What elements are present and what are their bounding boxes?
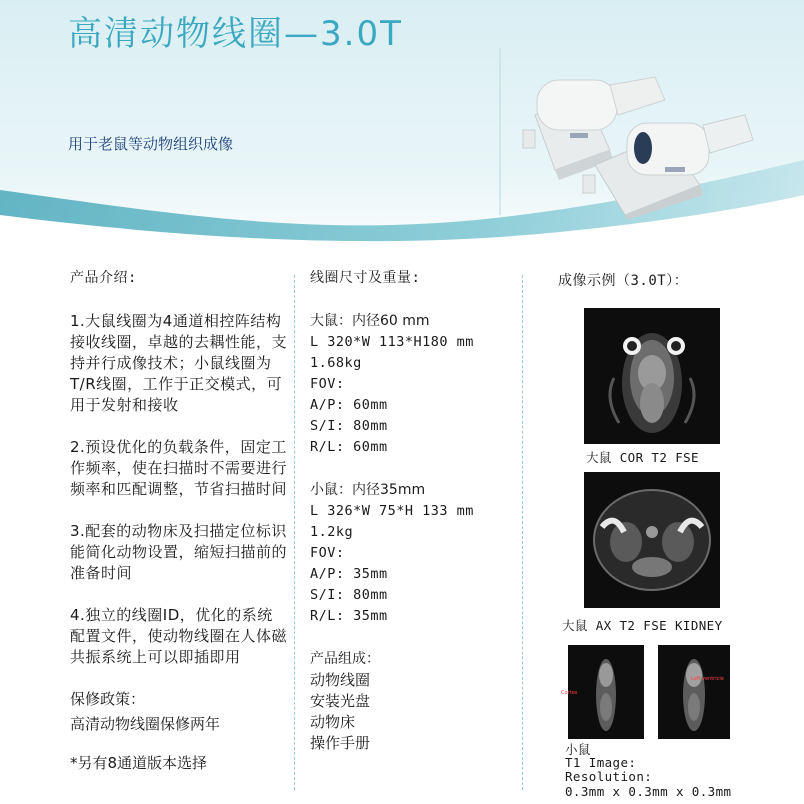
column-divider-right xyxy=(522,275,523,790)
intro-section xyxy=(70,268,288,774)
intro-paragraph: 3.配套的动物床及扫描定位标识能简化动物设置，缩短扫描前的准备时间 xyxy=(70,522,288,582)
caption-mouse: 小鼠 xyxy=(565,742,591,757)
rat-coil-title: 大鼠：内径60 mm xyxy=(310,313,430,329)
mouse-label-right: Left ventricle xyxy=(691,676,724,682)
warranty-text: 高清动物线圈保修两年 xyxy=(70,715,221,733)
component-item: 操作手册 xyxy=(310,734,371,752)
rat-ax-mri-image xyxy=(584,472,720,608)
component-item: 动物床 xyxy=(310,713,356,731)
caption-resolution-value: 0.3mm x 0.3mm x 0.3mm xyxy=(565,784,732,799)
version-note: *另有8通道版本选择 xyxy=(70,754,208,772)
specs-heading: 线圈尺寸及重量: xyxy=(310,270,421,286)
caption-resolution-label: Resolution: xyxy=(565,769,653,784)
intro-paragraph: 4.独立的线圈ID，优化的系统配置文件，使动物线圈在人体磁共振系统上可以即插即用 xyxy=(70,606,288,666)
mouse-fov-label: FOV: xyxy=(310,545,345,561)
rat-fov-rl: R/L: 60mm xyxy=(310,439,388,455)
mouse-fov-rl: R/L: 35mm xyxy=(310,608,388,624)
components-heading: 产品组成： xyxy=(310,651,380,667)
page-subtitle: 用于老鼠等动物组织成像 xyxy=(68,135,234,153)
examples-heading: 成像示例（3.0T）： xyxy=(558,273,689,289)
rat-coil-weight: 1.68kg xyxy=(310,355,362,371)
caption-t1: T1 Image: xyxy=(565,755,637,770)
caption-rat-cor: 大鼠 COR T2 FSE xyxy=(586,450,699,465)
rat-fov-label: FOV: xyxy=(310,376,345,392)
page-title: 高清动物线圈—3.0T xyxy=(68,14,403,54)
mouse-mri-image-left xyxy=(568,645,644,739)
mouse-coil-size: L 326*W 75*H 133 mm xyxy=(310,503,474,519)
mouse-fov-si: S/I: 80mm xyxy=(310,587,388,603)
mouse-mri-image-right xyxy=(658,645,730,739)
rat-cor-mri-image xyxy=(584,308,720,444)
specs-section xyxy=(310,268,520,754)
rat-fov-ap: A/P: 60mm xyxy=(310,397,388,413)
mouse-coil-title: 小鼠：内径35mm xyxy=(310,482,426,498)
coil-product-image xyxy=(515,55,785,220)
mouse-label-left: Cortex xyxy=(561,690,578,696)
intro-paragraph: 2.预设优化的负载条件，固定工作频率，使在扫描时不需要进行频率和匹配调整，节省扫描时间 xyxy=(70,438,288,498)
mouse-fov-ap: A/P: 35mm xyxy=(310,566,388,582)
caption-rat-ax: 大鼠 AX T2 FSE KIDNEY xyxy=(562,618,723,633)
component-item: 动物线圈 xyxy=(310,671,371,689)
intro-heading: 产品介绍: xyxy=(70,270,137,286)
intro-paragraph: 1.大鼠线圈为4通道相控阵结构接收线圈，卓越的去耦性能，支持并行成像技术；小鼠线圈为T/R线圈，工作于正交模式，可用于发射和接收 xyxy=(70,312,288,414)
column-divider-left xyxy=(294,275,295,790)
rat-coil-size: L 320*W 113*H180 mm xyxy=(310,334,474,350)
warranty-heading: 保修政策： xyxy=(70,690,146,708)
mouse-coil-weight: 1.2kg xyxy=(310,524,354,540)
rat-fov-si: S/I: 80mm xyxy=(310,418,388,434)
component-item: 安装光盘 xyxy=(310,692,371,710)
